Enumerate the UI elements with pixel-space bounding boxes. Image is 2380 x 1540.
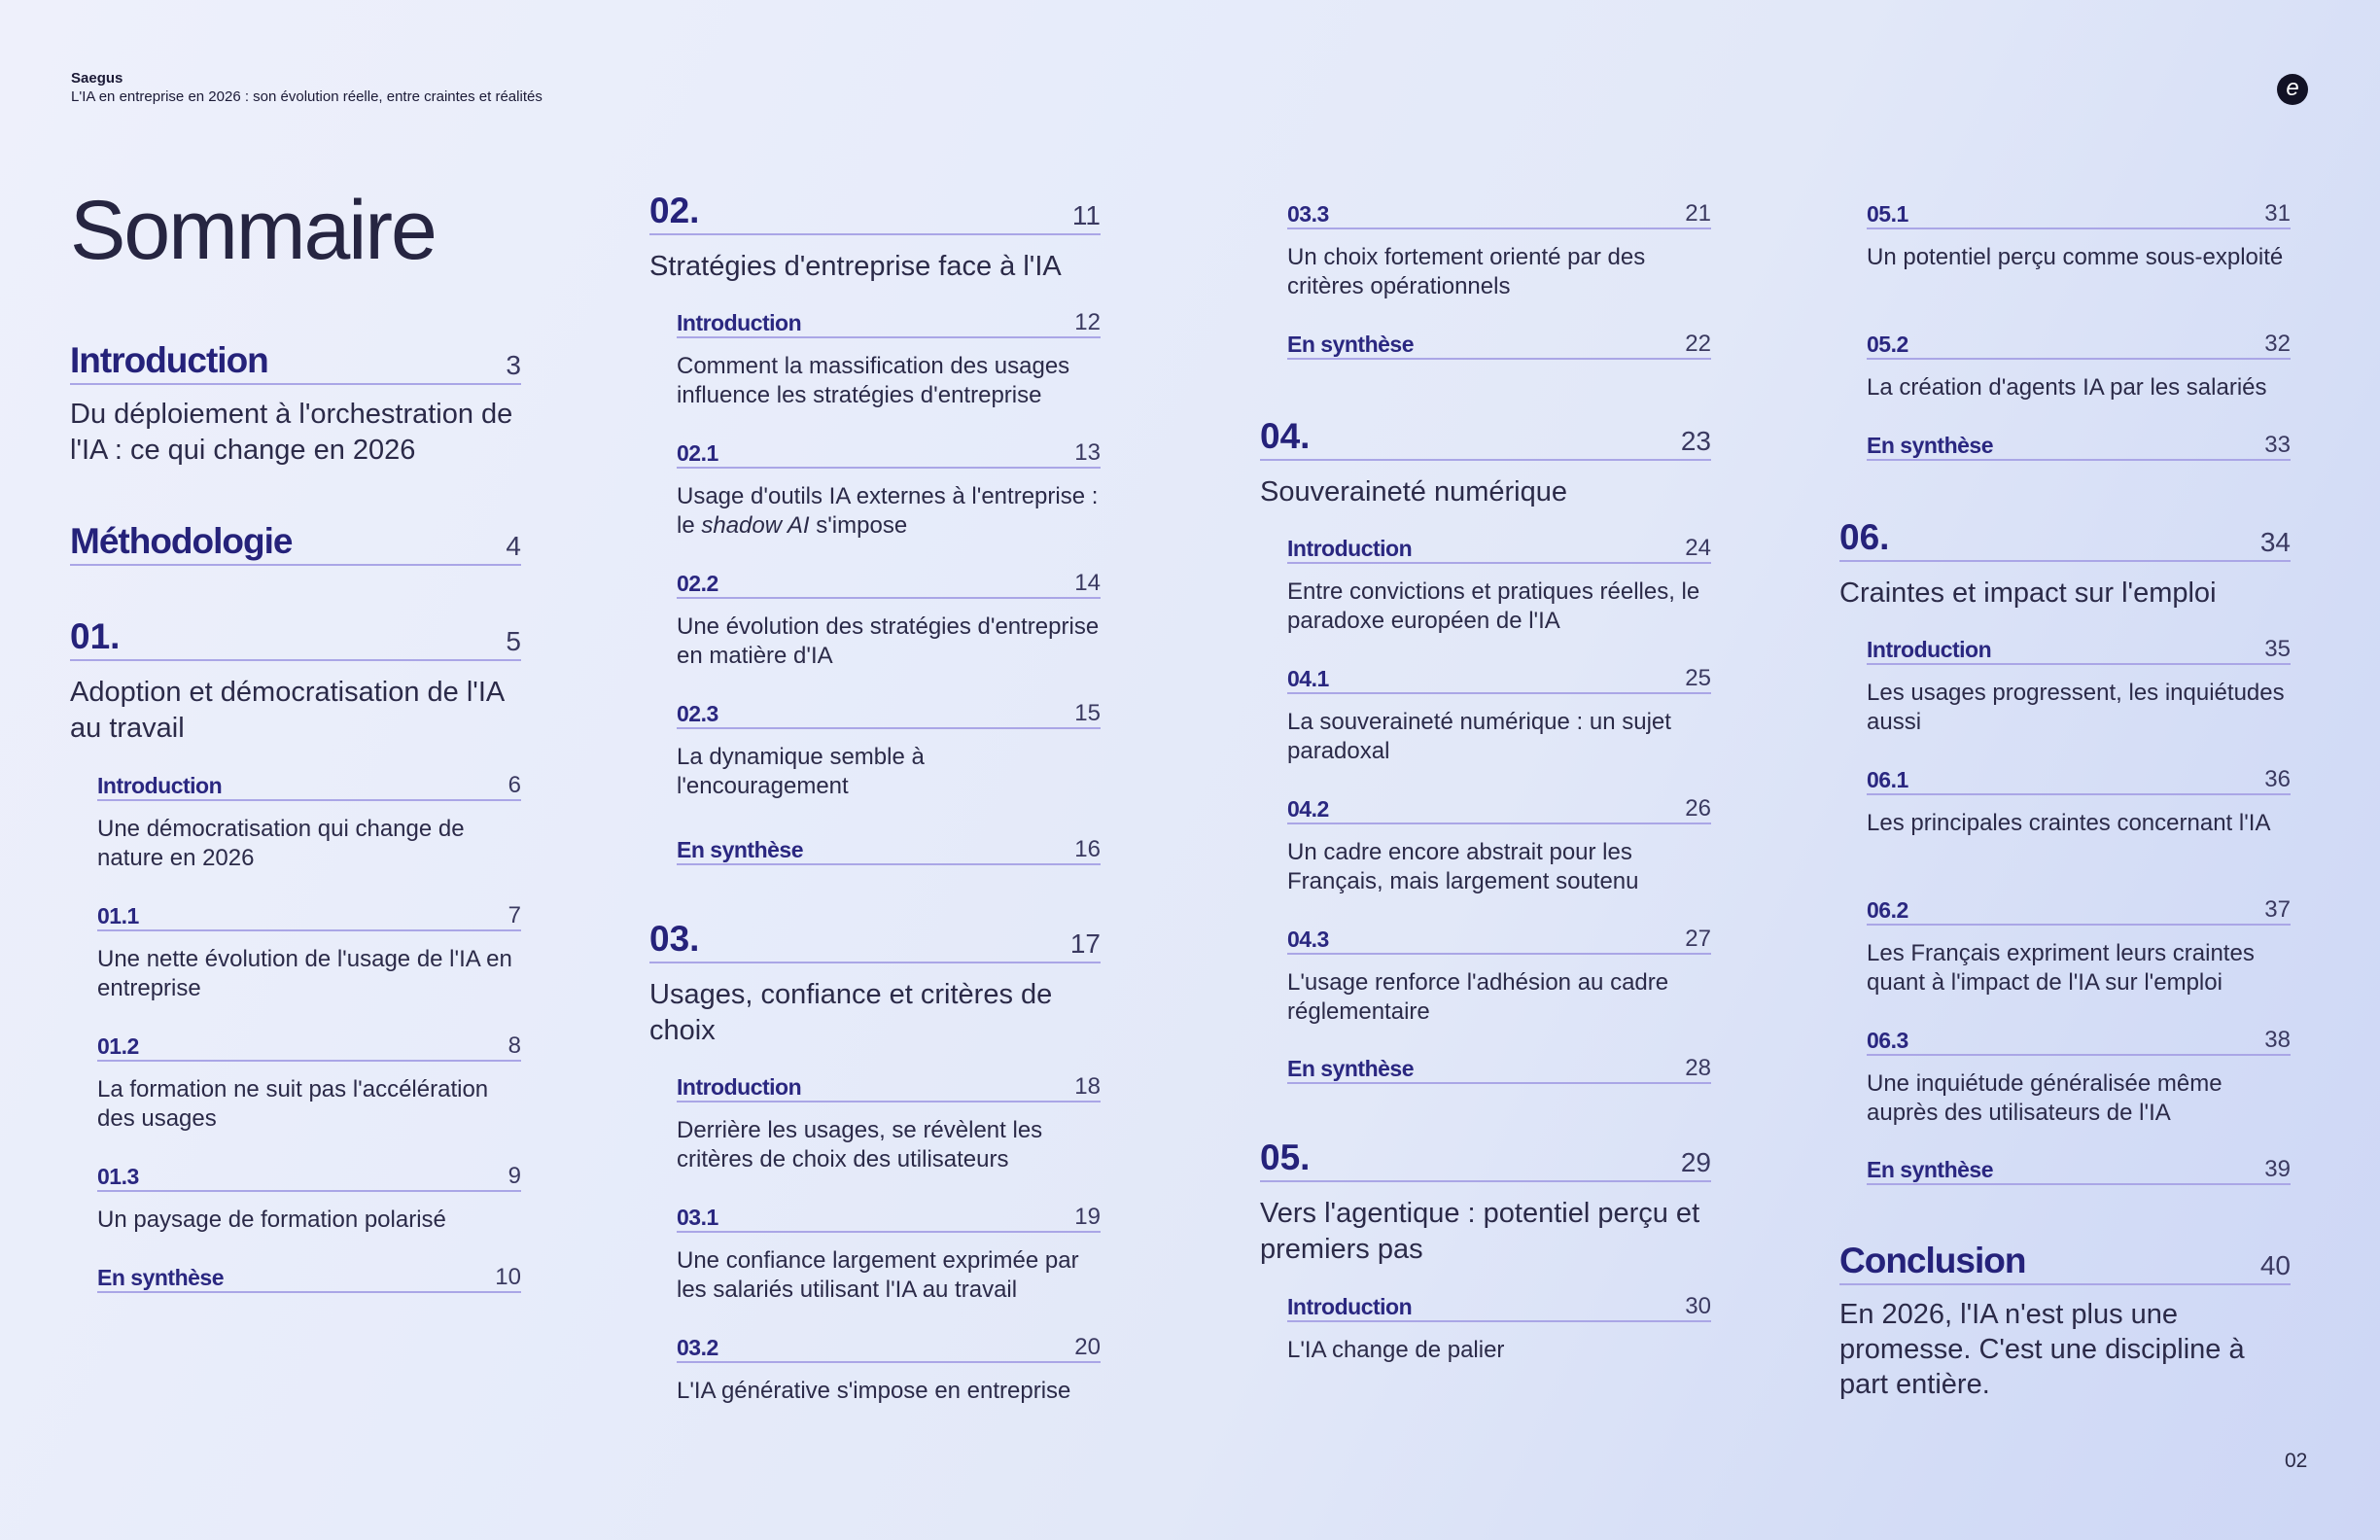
entry-label: 03.2 (677, 1335, 718, 1360)
entry-label: 04.2 (1287, 796, 1329, 822)
page-number: 02 (2285, 1450, 2308, 1472)
page-title: Sommaire (70, 184, 436, 277)
section-title: Adoption et démocratisation de l'IA au travail (70, 677, 504, 744)
toc-entry-03-3[interactable] (1287, 200, 1711, 301)
section-number: 06. (1839, 517, 1890, 557)
toc-entry-01-1[interactable] (97, 902, 521, 1003)
entry-label: Méthodologie (70, 521, 293, 561)
toc-section-01[interactable] (70, 616, 521, 747)
entry-description: Les principales craintes concernant l'IA (1867, 810, 2271, 836)
entry-page: 21 (1685, 200, 1711, 227)
entry-label: 02.2 (677, 571, 718, 596)
entry-page: 25 (1685, 665, 1711, 691)
entry-page: 14 (1074, 570, 1101, 596)
entry-description: L'IA change de palier (1287, 1337, 1505, 1363)
entry-description: Une démocratisation qui change de nature en 2026 (97, 816, 465, 871)
entry-label: Introduction (1287, 536, 1413, 561)
entry-label: 04.1 (1287, 666, 1329, 691)
entry-page: 3 (506, 350, 521, 380)
entry-page: 8 (508, 1032, 521, 1059)
entry-page: 26 (1685, 795, 1711, 822)
toc-entry-06-1[interactable] (1867, 766, 2291, 838)
entry-description (677, 482, 1101, 541)
section-title: Usages, confiance et critères de choix (649, 979, 1053, 1046)
entry-label: 02.3 (677, 701, 718, 726)
toc-entry-02-1[interactable] (677, 439, 1101, 541)
entry-label: Introduction (1867, 637, 1992, 662)
section-number: 02. (649, 191, 700, 230)
entry-label: En synthèse (97, 1265, 224, 1290)
entry-description: Du déploiement à l'orchestration de l'IA : ce qui change en 2026 (70, 399, 513, 466)
entry-page: 37 (2264, 896, 2291, 923)
entry-page: 15 (1074, 700, 1101, 726)
entry-page: 31 (2264, 200, 2291, 227)
toc-entry-05-introduction[interactable] (1287, 1293, 1711, 1365)
entry-description: Un paysage de formation polarisé (97, 1207, 446, 1233)
entry-label: En synthèse (1287, 332, 1414, 357)
toc-entry-methodologie[interactable] (70, 521, 521, 566)
toc-entry-04-1[interactable] (1287, 665, 1711, 766)
entry-page: 18 (1074, 1073, 1101, 1100)
entry-page: 7 (508, 902, 521, 928)
toc-entry-01-3[interactable] (97, 1163, 521, 1235)
saegus-logo-icon: e (2277, 74, 2308, 105)
toc-entry-01-synthese[interactable] (97, 1264, 521, 1293)
description-text: Usage d'outils IA externes à l'entreprise : le (677, 483, 1099, 539)
toc-entry-04-synthese[interactable] (1287, 1055, 1711, 1084)
entry-page: 9 (508, 1163, 521, 1189)
toc-section-04[interactable] (1260, 416, 1711, 510)
entry-page: 11 (1071, 200, 1101, 230)
toc-entry-01-2[interactable] (97, 1032, 521, 1134)
section-number: 05. (1260, 1138, 1311, 1177)
entry-label: En synthèse (1867, 1157, 1993, 1182)
entry-description: L'IA générative s'impose en entreprise (677, 1378, 1071, 1404)
entry-label: Introduction (70, 340, 268, 380)
entry-description: La dynamique semble à l'encouragement (677, 744, 925, 799)
entry-page: 5 (506, 626, 521, 656)
toc-section-02[interactable] (649, 191, 1101, 285)
entry-page: 6 (508, 772, 521, 798)
toc-section-03[interactable] (649, 919, 1101, 1049)
entry-page: 17 (1069, 928, 1101, 959)
toc-entry-02-introduction[interactable] (677, 309, 1101, 410)
entry-label: 02.1 (677, 440, 718, 466)
entry-description: La formation ne suit pas l'accélération des usages (97, 1076, 489, 1132)
toc-entry-06-introduction[interactable] (1867, 636, 2291, 737)
entry-label: 01.3 (97, 1164, 139, 1189)
toc-entry-04-introduction[interactable] (1287, 535, 1711, 636)
entry-description: Comment la massification des usages influence les stratégies d'entreprise (677, 353, 1070, 408)
section-number: 04. (1260, 416, 1311, 456)
entry-label: 01.1 (97, 903, 139, 928)
entry-label: Conclusion (1839, 1241, 2026, 1280)
entry-label: 06.1 (1867, 767, 1908, 792)
toc-entry-02-synthese[interactable] (677, 836, 1101, 865)
entry-description: Un cadre encore abstrait pour les Français, mais largement soutenu (1287, 839, 1639, 894)
description-emphasis: shadow AI (701, 512, 810, 539)
entry-description: Un choix fortement orienté par des critères opérationnels (1287, 244, 1646, 299)
toc-entry-04-3[interactable] (1287, 926, 1711, 1027)
entry-description: L'usage renforce l'adhésion au cadre réglementaire (1287, 969, 1669, 1025)
toc-section-06[interactable] (1839, 517, 2291, 612)
entry-description: En 2026, l'IA n'est plus une promesse. C'est une discipline à part entière. (1839, 1299, 2245, 1400)
entry-description: Les usages progressent, les inquiétudes aussi (1867, 680, 2285, 735)
entry-description: Une inquiétude généralisée même auprès des utilisateurs de l'IA (1867, 1070, 2222, 1126)
description-text: s'impose (809, 512, 908, 539)
entry-page: 27 (1685, 926, 1711, 952)
toc-entry-conclusion[interactable] (1839, 1241, 2291, 1402)
entry-page: 39 (2264, 1156, 2291, 1182)
entry-label: 05.2 (1867, 332, 1908, 357)
entry-page: 16 (1074, 836, 1101, 862)
toc-entry-04-2[interactable] (1287, 795, 1711, 896)
entry-page: 12 (1074, 309, 1101, 335)
entry-page: 23 (1680, 426, 1711, 456)
section-title: Stratégies d'entreprise face à l'IA (649, 251, 1062, 282)
entry-label: Introduction (97, 773, 223, 798)
toc-entry-03-2[interactable] (677, 1334, 1101, 1406)
toc-entry-03-1[interactable] (677, 1204, 1101, 1305)
entry-label: Introduction (1287, 1294, 1413, 1319)
toc-entry-06-2[interactable] (1867, 896, 2291, 998)
entry-page: 28 (1685, 1055, 1711, 1081)
entry-description: Les Français expriment leurs craintes quant à l'impact de l'IA sur l'emploi (1867, 940, 2255, 996)
toc-entry-02-3[interactable] (677, 700, 1101, 801)
toc-entry-05-1[interactable] (1867, 200, 2291, 272)
entry-description: Une évolution des stratégies d'entreprise en matière d'IA (677, 613, 1100, 669)
entry-page: 24 (1685, 535, 1711, 561)
entry-page: 29 (1680, 1147, 1711, 1177)
entry-description: La création d'agents IA par les salariés (1867, 374, 2267, 401)
section-number: 01. (70, 616, 121, 656)
toc-entry-05-2[interactable] (1867, 331, 2291, 402)
document-header (71, 70, 542, 105)
entry-label: En synthèse (677, 837, 803, 862)
entry-page: 36 (2264, 766, 2291, 792)
entry-page: 38 (2264, 1027, 2291, 1053)
entry-label: 05.1 (1867, 201, 1908, 227)
entry-page: 13 (1074, 439, 1101, 466)
entry-label: 03.3 (1287, 201, 1329, 227)
entry-description: La souveraineté numérique : un sujet paradoxal (1287, 709, 1671, 764)
toc-entry-01-introduction[interactable] (97, 772, 521, 873)
entry-page: 40 (2259, 1250, 2291, 1280)
entry-label: 01.2 (97, 1033, 139, 1059)
section-title: Souveraineté numérique (1260, 476, 1567, 508)
toc-entry-06-3[interactable] (1867, 1027, 2291, 1128)
toc-entry-05-synthese[interactable] (1867, 432, 2291, 461)
section-number: 03. (649, 919, 700, 959)
entry-description: Une nette évolution de l'usage de l'IA en entreprise (97, 946, 512, 1001)
entry-description: Entre convictions et pratiques réelles, le paradoxe européen de l'IA (1287, 578, 1700, 634)
section-title: Vers l'agentique : potentiel perçu et premiers pas (1260, 1198, 1700, 1265)
entry-description: Un potentiel perçu comme sous-exploité (1867, 244, 2284, 270)
toc-entry-03-introduction[interactable] (677, 1073, 1101, 1174)
entry-page: 22 (1685, 331, 1711, 357)
toc-section-05[interactable] (1260, 1138, 1711, 1268)
entry-page: 4 (506, 531, 521, 561)
entry-page: 19 (1074, 1204, 1101, 1230)
entry-page: 30 (1685, 1293, 1711, 1319)
entry-label: En synthèse (1867, 433, 1993, 458)
section-title: Craintes et impact sur l'emploi (1839, 578, 2217, 609)
document-subtitle: L'IA en entreprise en 2026 : son évolution réelle, entre craintes et réalités (71, 88, 542, 105)
entry-description: Derrière les usages, se révèlent les critères de choix des utilisateurs (677, 1117, 1043, 1172)
entry-page: 10 (495, 1264, 521, 1290)
brand-name: Saegus (71, 70, 123, 87)
entry-page: 35 (2264, 636, 2291, 662)
entry-label: Introduction (677, 1074, 802, 1100)
entry-page: 33 (2264, 432, 2291, 458)
entry-label: En synthèse (1287, 1056, 1414, 1081)
toc-entry-introduction[interactable] (70, 340, 521, 469)
toc-entry-06-synthese[interactable] (1867, 1156, 2291, 1185)
toc-entry-02-2[interactable] (677, 570, 1101, 671)
entry-description: Une confiance largement exprimée par les salariés utilisant l'IA au travail (677, 1247, 1079, 1303)
entry-page: 34 (2259, 527, 2291, 557)
entry-label: 06.2 (1867, 897, 1908, 923)
entry-page: 20 (1074, 1334, 1101, 1360)
entry-label: Introduction (677, 310, 802, 335)
entry-label: 06.3 (1867, 1028, 1908, 1053)
entry-label: 04.3 (1287, 927, 1329, 952)
entry-label: 03.1 (677, 1205, 718, 1230)
toc-entry-03-synthese[interactable] (1287, 331, 1711, 360)
entry-page: 32 (2264, 331, 2291, 357)
